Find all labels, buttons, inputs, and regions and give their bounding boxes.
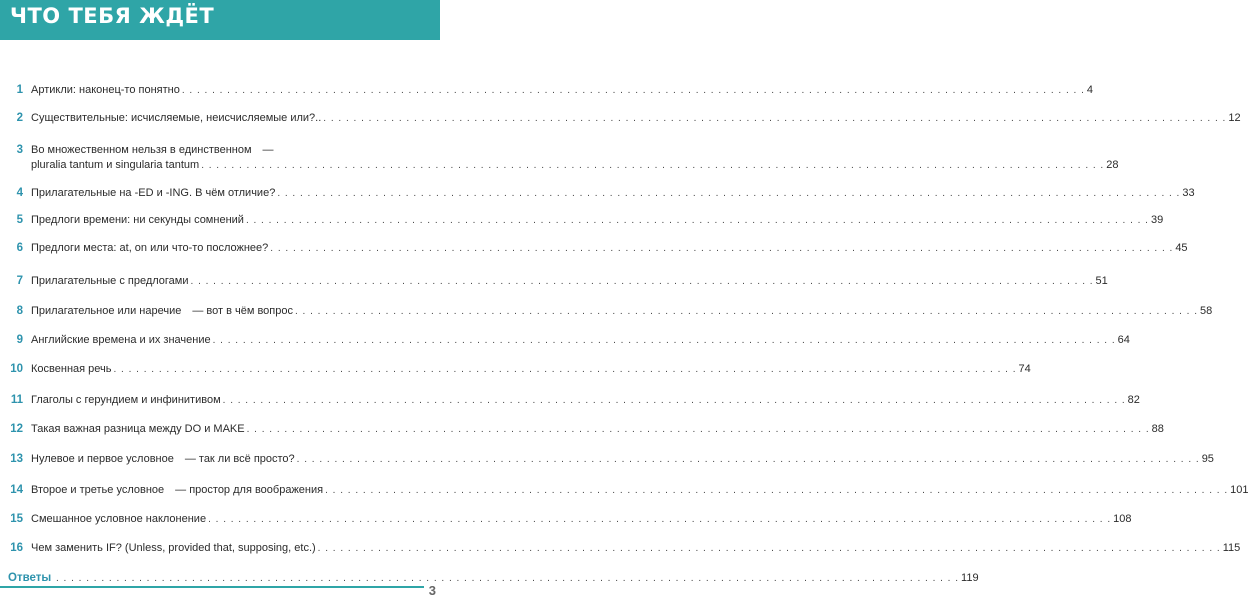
chapter-title: Артикли: наконец-то понятно [31,84,180,96]
dot-leader: . . . . . . . . . . . . . . . . . . . . . . . . . . . . . . . . . . . . . . . . . . . . . . . . . . . . . . . . . . . . . . . . . . . . . . . . . . . . . . . . . . . . . . . . . . . . . . . . . . . . . . . . . . . . . . . . . . . . . . . . [270,243,1174,254]
chapter-page: 4 [1086,84,1093,96]
chapter-title: Такая важная разница между DO и MAKE [31,423,245,435]
chapter-number: 7 [16,275,23,287]
chapter-page: 51 [1095,275,1108,287]
toc-line [31,274,1108,288]
answers-page: 119 [961,572,979,584]
toc-entry[interactable] [0,512,1132,526]
chapter-page: 45 [1175,242,1188,254]
toc-line [31,158,1119,172]
chapter-number: 5 [16,214,23,226]
page-number: 3 [428,583,436,598]
chapter-title: Прилагательные с предлогами [31,275,189,287]
toc-line [31,186,1195,200]
chapter-number: 1 [16,84,23,96]
chapter-page: 33 [1182,187,1195,199]
chapter-title-line1: Во множественном нельзя в единственном — [31,144,274,156]
header-bar [0,0,440,40]
toc-line [31,83,1093,97]
toc-entry[interactable] [0,274,1108,288]
chapter-number: 4 [16,187,23,199]
toc-entry[interactable] [0,304,1213,318]
chapter-title: pluralia tantum и singularia tantum [31,159,200,171]
chapter-page: 39 [1150,214,1164,226]
dot-leader: . . . . . . . . . . . . . . . . . . . . . . . . . . . . . . . . . . . . . . . . . . . . . . . . . . . . . . . . . . . . . . . . . . . . . . . . . . . . . . . . . . . . . . . . . . . . . . . . . . . . . . . . . . . . . . . . . . . . . . . . [222,395,1126,406]
chapter-title: Существительные: исчисляемые, неисчисляемые или?.. [31,112,322,124]
toc-line [31,483,1249,497]
chapter-number: 10 [10,363,23,375]
toc-entry[interactable] [0,393,1140,407]
chapter-page: 101 [1230,484,1249,496]
answers-label[interactable]: Ответы [8,572,52,584]
dot-leader: . . . . . . . . . . . . . . . . . . . . . . . . . . . . . . . . . . . . . . . . . . . . . . . . . . . . . . . . . . . . . . . . . . . . . . . . . . . . . . . . . . . . . . . . . . . . . . . . . . . . . . . . . . . . . . . . . . . . . . . . [296,454,1200,465]
toc-entry[interactable] [0,111,1241,125]
chapter-title: Чем заменить IF? (Unless, provided that, supposing, etc.) [31,542,316,554]
dot-leader: . . . . . . . . . . . . . . . . . . . . . . . . . . . . . . . . . . . . . . . . . . . . . . . . . . . . . . . . . . . . . . . . . . . . . . . . . . . . . . . . . . . . . . . . . . . . . . . . . . . . . . . . . . . . . . . . . . . . . . . . [190,276,1094,287]
chapter-number: 9 [16,334,23,346]
chapter-number: 8 [16,305,23,317]
toc-entry[interactable] [0,333,1130,347]
chapter-number: 2 [16,112,23,124]
chapter-title: Смешанное условное наклонение [31,513,207,525]
toc-entry[interactable] [0,541,1241,555]
chapter-page: 88 [1151,423,1164,435]
chapter-number: 11 [10,394,23,406]
toc-line [31,213,1164,227]
chapter-page: 58 [1200,305,1213,317]
dot-leader: . . . . . . . . . . . . . . . . . . . . . . . . . . . . . . . . . . . . . . . . . . . . . . . . . . . . . . . . . . . . . . . . . . . . . . . . . . . . . . . . . . . . . . . . . . . . . . . . . . . . . . . . . . . . . . . . . . . . . . . . [246,424,1150,435]
chapter-number: 12 [10,423,23,435]
chapter-title: Прилагательные на -ED и -ING. В чём отличие? [31,187,276,199]
chapter-page: 64 [1117,334,1130,346]
chapter-number: 6 [16,242,23,254]
dot-leader: . . . . . . . . . . . . . . . . . . . . . . . . . . . . . . . . . . . . . . . . . . . . . . . . . . . . . . . . . . . . . . . . . . . . . . . . . . . . . . . . . . . . . . . . . . . . . . . . . . . . . . . . . . . . . . . . . . . . . . . . [181,85,1085,96]
answers-line [56,571,979,585]
toc-entry[interactable] [0,422,1164,436]
toc-line [31,452,1214,466]
toc-line [31,333,1130,347]
chapter-page: 95 [1201,453,1214,465]
chapter-title: Прилагательное или наречие — вот в чём вопрос [31,305,293,317]
toc-line [31,362,1031,376]
toc-entry[interactable] [0,362,1031,376]
toc-entry[interactable] [0,83,1093,97]
dot-leader: . . . . . . . . . . . . . . . . . . . . . . . . . . . . . . . . . . . . . . . . . . . . . . . . . . . . . . . . . . . . . . . . . . . . . . . . . . . . . . . . . . . . . . . . . . . . . . . . . . . . . . . . . . . . . . . . . . . . . . . . [277,188,1181,199]
dot-leader: . . . . . . . . . . . . . . . . . . . . . . . . . . . . . . . . . . . . . . . . . . . . . . . . . . . . . . . . . . . . . . . . . . . . . . . . . . . . . . . . . . . . . . . . . . . . . . . . . . . . . . . . . . . . . . . . . . . . . . . . [212,335,1116,346]
toc-line [31,304,1213,318]
chapter-number: 16 [10,542,23,554]
chapter-page: 74 [1018,363,1031,375]
chapter-page: 82 [1127,394,1140,406]
dot-leader: . . . . . . . . . . . . . . . . . . . . . . . . . . . . . . . . . . . . . . . . . . . . . . . . . . . . . . . . . . . . . . . . . . . . . . . . . . . . . . . . . . . . . . . . . . . . . . . . . . . . . . . . . . . . . . . . . . . . . . . . [113,364,1017,375]
toc-entry[interactable] [0,144,1119,172]
toc-entry[interactable] [0,241,1188,255]
dot-leader: . . . . . . . . . . . . . . . . . . . . . . . . . . . . . . . . . . . . . . . . . . . . . . . . . . . . . . . . . . . . . . . . . . . . . . . . . . . . . . . . . . . . . . . . . . . . . . . . . . . . . . . . . . . . . . . . . . . . . . . . [317,543,1221,554]
page-title: ЧТО ТЕБЯ ЖДЁТ [10,4,215,28]
chapter-title: Нулевое и первое условное — так ли всё просто? [31,453,295,465]
chapter-title: Глаголы с герундием и инфинитивом [31,394,221,406]
toc-line [31,512,1132,526]
dot-leader: . . . . . . . . . . . . . . . . . . . . . . . . . . . . . . . . . . . . . . . . . . . . . . . . . . . . . . . . . . . . . . . . . . . . . . . . . . . . . . . . . . . . . . . . . . . . . . . . . . . . . . . . . . . . . . . . . . . . . . . . [323,113,1227,124]
chapter-number: 13 [10,453,23,465]
toc-line [31,241,1188,255]
chapter-title: Предлоги места: at, on или что-то посложнее? [31,242,269,254]
chapter-page: 108 [1113,513,1132,525]
chapter-number: 3 [16,144,23,156]
toc-line [31,541,1241,555]
dot-leader: . . . . . . . . . . . . . . . . . . . . . . . . . . . . . . . . . . . . . . . . . . . . . . . . . . . . . . . . . . . . . . . . . . . . . . . . . . . . . . . . . . . . . . . . . . . . . . . . . . . . . . . . . . . . . . . . . . . . . . . . [56,573,960,584]
chapter-title: Английские времена и их значение [31,334,211,346]
chapter-title: Второе и третье условное — простор для воображения [31,484,324,496]
toc-entry[interactable] [0,186,1195,200]
dot-leader: . . . . . . . . . . . . . . . . . . . . . . . . . . . . . . . . . . . . . . . . . . . . . . . . . . . . . . . . . . . . . . . . . . . . . . . . . . . . . . . . . . . . . . . . . . . . . . . . . . . . . . . . . . . . . . . . . . . . . . . . [325,485,1229,496]
dot-leader: . . . . . . . . . . . . . . . . . . . . . . . . . . . . . . . . . . . . . . . . . . . . . . . . . . . . . . . . . . . . . . . . . . . . . . . . . . . . . . . . . . . . . . . . . . . . . . . . . . . . . . . . . . . . . . . . . . . . . . . . [295,306,1199,317]
chapter-number: 15 [10,513,23,525]
toc-line [31,111,1241,125]
toc-entry[interactable] [0,213,1164,227]
chapter-page: 28 [1106,159,1119,171]
chapter-title: Косвенная речь [31,363,112,375]
chapter-number: 14 [10,484,23,496]
toc-line [31,422,1164,436]
chapter-page: 12 [1228,112,1241,124]
footer-divider [0,586,424,588]
toc-entry[interactable] [0,483,1249,497]
dot-leader: . . . . . . . . . . . . . . . . . . . . . . . . . . . . . . . . . . . . . . . . . . . . . . . . . . . . . . . . . . . . . . . . . . . . . . . . . . . . . . . . . . . . . . . . . . . . . . . . . . . . . . . . . . . . . . . . . . . . . . . . [201,160,1105,171]
dot-leader: . . . . . . . . . . . . . . . . . . . . . . . . . . . . . . . . . . . . . . . . . . . . . . . . . . . . . . . . . . . . . . . . . . . . . . . . . . . . . . . . . . . . . . . . . . . . . . . . . . . . . . . . . . . . . . . . . . . . . . . . [245,215,1149,226]
chapter-page: 115 [1222,542,1241,554]
chapter-title: Предлоги времени: ни секунды сомнений [31,214,244,226]
toc-line [31,393,1140,407]
dot-leader: . . . . . . . . . . . . . . . . . . . . . . . . . . . . . . . . . . . . . . . . . . . . . . . . . . . . . . . . . . . . . . . . . . . . . . . . . . . . . . . . . . . . . . . . . . . . . . . . . . . . . . . . . . . . . . . . . . . . . . . . [208,514,1112,525]
toc-entry[interactable] [0,452,1214,466]
